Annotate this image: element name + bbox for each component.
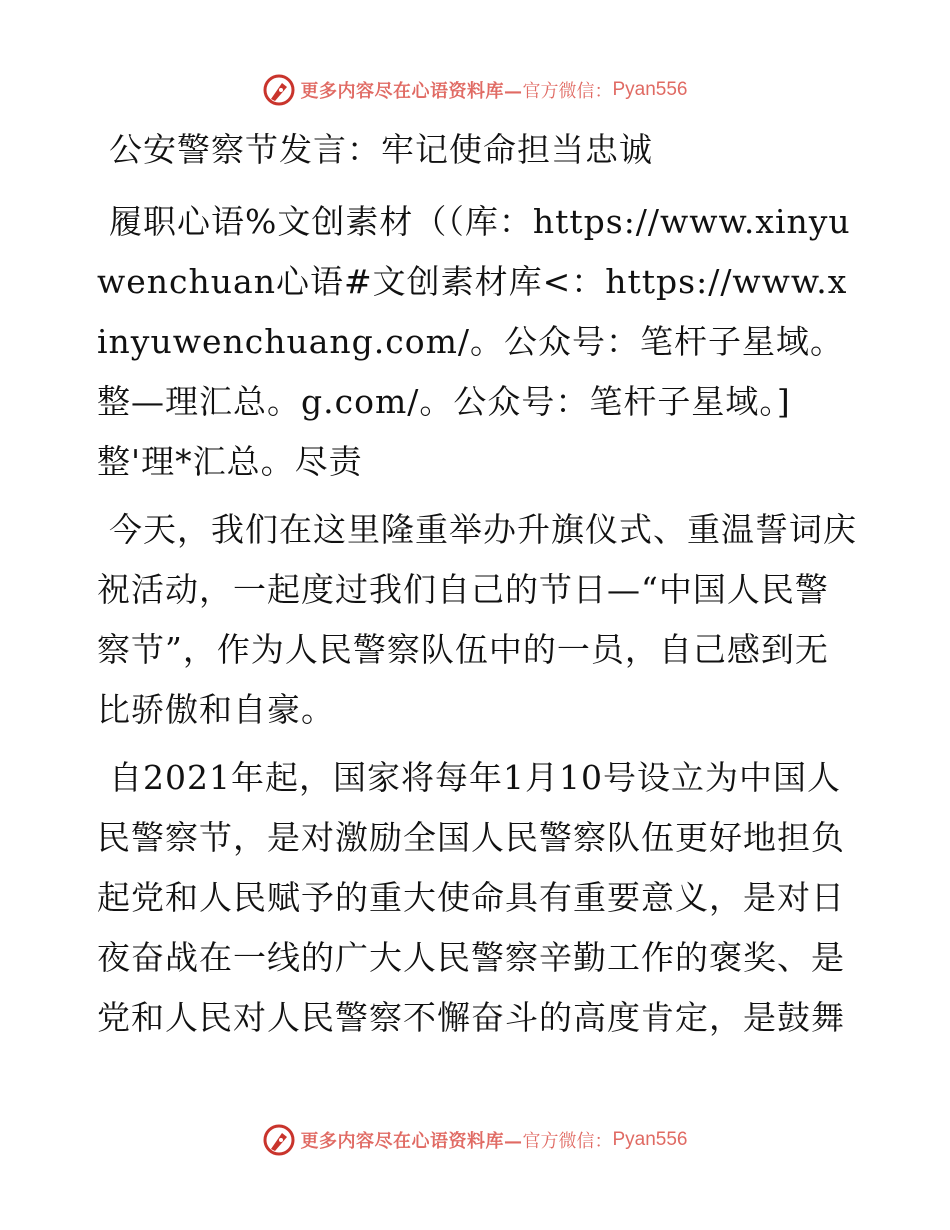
banner-main-text: 更多内容尽在心语资料库— [300,1131,523,1152]
document-title: 公安警察节发言：牢记使命担当忠诚 [109,130,653,169]
footer-banner [0,1120,950,1160]
banner-main-text: 更多内容尽在心语资料库— [300,81,523,102]
banner-wechat-label: 官方微信： [522,1131,613,1152]
header-banner [0,70,950,110]
document-body [97,120,857,1056]
pen-nib-circle-logo-icon [262,73,296,107]
paragraph-intro: 今天，我们在这里隆重举办升旗仪式、重温誓词庆祝活动，一起度过我们自己的节日—“中国人民警察节”，作为人民警察队伍中的一员，自己感到无比骄傲和自豪。 [97,510,857,729]
banner-wechat-id: Pyan556 [612,1129,688,1150]
paragraph-source-note: 履职心语%文创素材（（库：https://www.xinyuwenchuan心语#文创素材库<：https://www.xinyuwenchuang.com/。公众号：笔杆子星域。整—理汇总。g.com/。公众号：笔杆子星域。]整'理*汇总。尽责 [97,202,851,481]
banner-wechat-id: Pyan556 [612,79,688,100]
banner-wechat-label: 官方微信： [522,81,613,102]
pen-nib-circle-logo-icon [262,1123,296,1157]
paragraph-police-day: 自2021年起，国家将每年1月10号设立为中国人民警察节，是对激励全国人民警察队伍更好地担负起党和人民赋予的重大使命具有重要意义，是对日夜奋战在一线的广大人民警察辛勤工作的褒奖、是党和人民对人民警察不懈奋斗的高度肯定，是鼓舞 [97,758,845,1037]
